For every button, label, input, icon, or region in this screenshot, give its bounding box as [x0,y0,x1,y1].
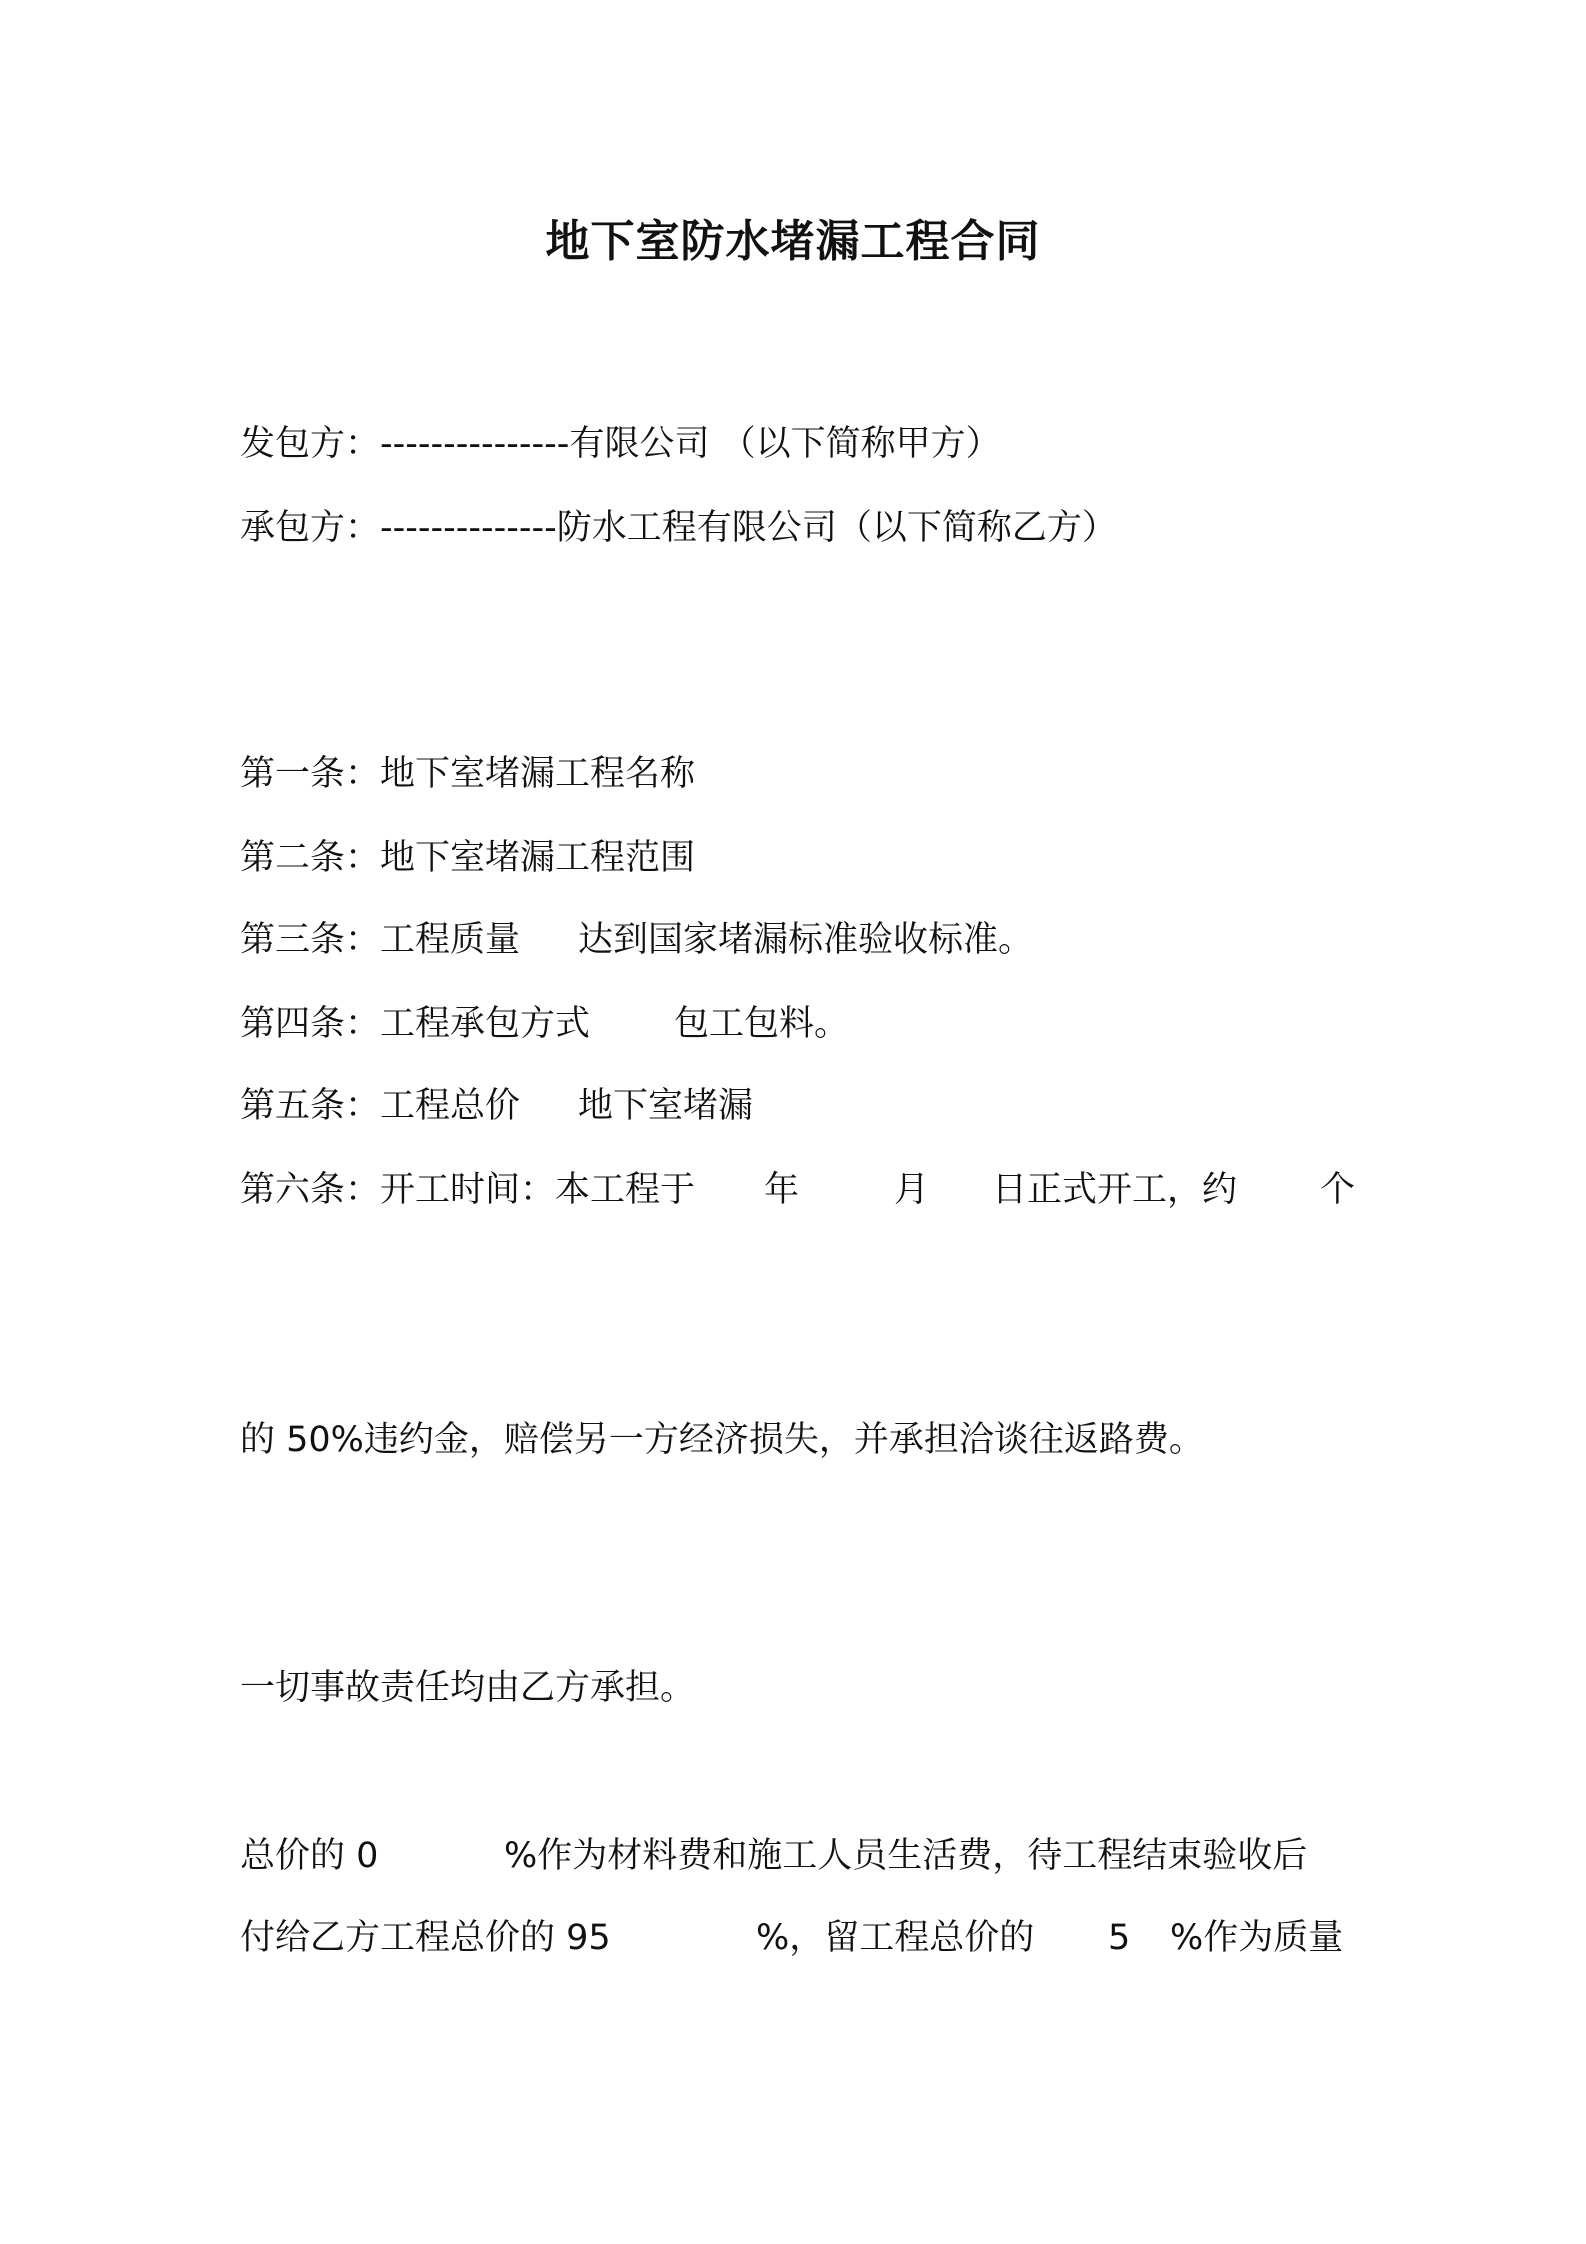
article-6-count: 个 [1320,1170,1356,1210]
contract-line-client [240,420,1360,468]
client-party-text: 发包方：---------------有限公司 （以下简称甲方） [240,424,1001,464]
article-3-label: 第三条：工程质量 [240,920,521,960]
article-4 [240,1000,1360,1048]
article-6-month: 月 [894,1170,930,1210]
article-8-retain-value: 5 [1108,1918,1131,1958]
article-4-label: 第四条：工程承包方式 [240,1004,591,1044]
paragraph-line [240,1582,1360,1630]
document-title: 地下室防水堵漏工程合同 [545,216,1041,267]
article-8-pay-label: 付给乙方工程总价的 95 [240,1918,611,1958]
article-8-prepay-label: 总价的 0 [240,1836,379,1876]
article-5-value: 地下室堵漏 [578,1086,754,1126]
article-8-line-2 [240,1832,1360,1880]
article-8-line-3 [240,1914,1360,1962]
paragraph-line [240,1748,1360,1796]
article-5 [240,1082,1360,1130]
article-6-day: 日正式开工，约 [992,1170,1238,1210]
article-3 [240,916,1360,964]
article-8-prepay-text: %作为材料费和施工人员生活费，待工程结束验收后 [504,1836,1308,1876]
article-6-year: 年 [764,1170,800,1210]
article-1-text: 第一条：地下室堵漏工程名称 [240,754,696,794]
article-3-value: 达到国家堵漏标准验收标准。 [578,920,1034,960]
article-8-retain-label: %，留工程总价的 [756,1918,1035,1958]
article-6-text-4: 的 50%违约金，赔偿另一方经济损失，并承担洽谈往返路费。 [240,1420,1204,1460]
article-6-label: 第六条：开工时间：本工程于 [240,1170,696,1210]
paragraph-line [240,1416,1360,1464]
article-7-text-3: 一切事故责任均由乙方承担。 [240,1668,696,1708]
paragraph-line [240,584,1360,632]
article-4-value: 包工包料。 [674,1004,850,1044]
paragraph-line [240,1332,1360,1380]
article-5-label: 第五条：工程总价 [240,1086,521,1126]
article-1 [240,750,1360,798]
paragraph-line [240,1248,1360,1296]
article-8-retain-text: %作为质量 [1170,1918,1344,1958]
article-6 [240,1166,1360,1214]
paragraph-line [240,666,1360,714]
paragraph-line [240,1664,1360,1712]
contract-line-contractor [240,504,1360,552]
article-2 [240,834,1360,882]
paragraph-line [240,1498,1360,1546]
article-2-text: 第二条：地下室堵漏工程范围 [240,838,696,878]
contractor-party-text: 承包方：--------------防水工程有限公司（以下简称乙方） [240,508,1117,548]
